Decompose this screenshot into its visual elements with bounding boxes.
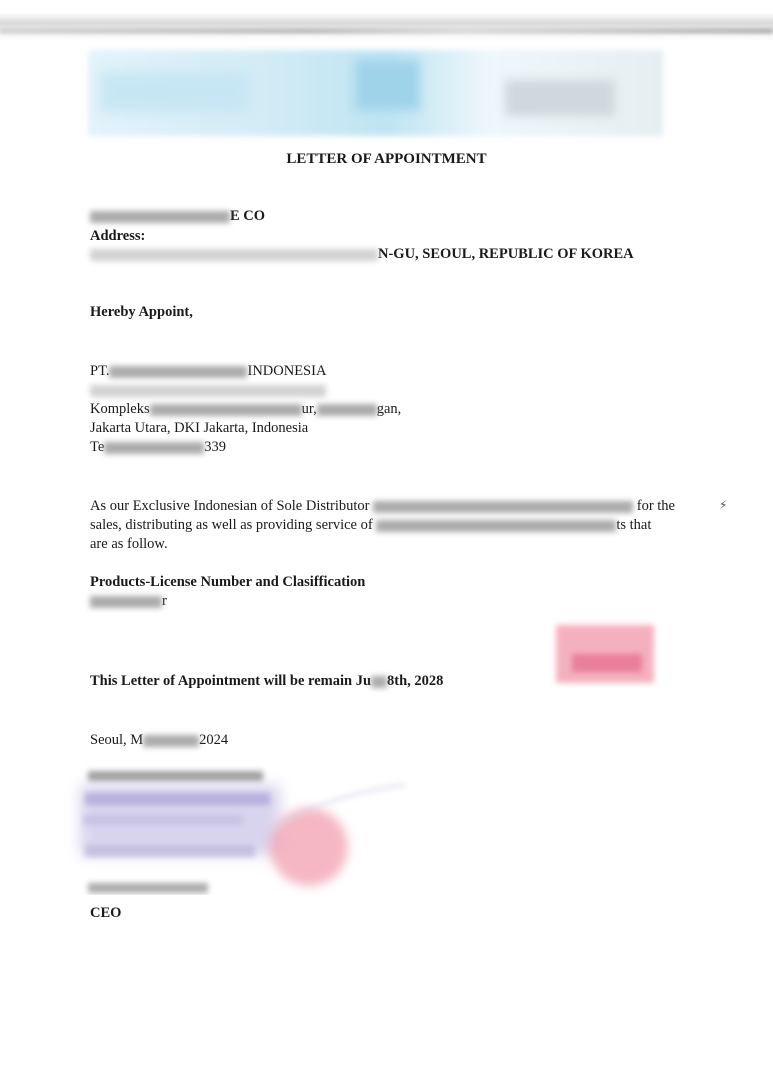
appointee-phone	[90, 438, 226, 456]
phone-prefix: Te	[90, 439, 105, 455]
company-name-tail: E CO	[230, 208, 266, 224]
margin-mark-icon: ⚡	[719, 498, 728, 512]
redacted-brand	[373, 501, 633, 513]
letterhead-emblem	[355, 60, 420, 110]
letterhead-contact	[505, 80, 615, 116]
redacted-district	[317, 404, 377, 416]
redacted-products	[376, 520, 616, 532]
signature-scribble	[80, 765, 420, 895]
address-label: Address:	[90, 228, 146, 244]
validity-date: 8th, 2028	[387, 673, 444, 689]
products-value	[90, 592, 167, 610]
signatory-title: CEO	[90, 905, 122, 921]
appointee-line3-start: Kompleks	[90, 401, 150, 417]
appointee-line-4: Jakarta Utara, DKI Jakarta, Indonesia	[90, 420, 309, 436]
address-line	[90, 245, 634, 263]
company-name	[90, 207, 265, 225]
redacted-street	[150, 404, 302, 416]
appointee-suffix: INDONESIA	[247, 363, 327, 379]
appointee-line-3	[90, 400, 401, 418]
appointee-line-2	[90, 381, 326, 399]
body-line2-end: ts that	[616, 517, 652, 533]
products-heading: Products-License Number and Clasiffication	[90, 574, 366, 590]
appointee-line3-end: gan,	[376, 401, 402, 417]
redacted-company-name	[90, 211, 230, 223]
body-line2-text: sales, distributing as well as providing service of	[90, 517, 373, 533]
place-date-year: 2024	[199, 732, 229, 748]
redacted-month	[371, 676, 387, 688]
company-logo	[100, 72, 250, 112]
phone-suffix: 339	[204, 439, 227, 455]
redacted-phone	[104, 442, 204, 454]
hereby-appoint: Hereby Appoint,	[90, 304, 193, 320]
company-stamp-text	[572, 654, 642, 672]
place-date-start: Seoul, M	[90, 732, 144, 748]
address-tail: N-GU, SEOUL, REPUBLIC OF KOREA	[378, 246, 634, 262]
product-tail: r	[162, 593, 167, 609]
redacted-appointee	[109, 366, 247, 378]
body-line1-text: As our Exclusive Indonesian of Sole Distributor	[90, 498, 370, 514]
body-line-2	[90, 516, 651, 534]
validity-text: This Letter of Appointment will be remain Ju	[90, 673, 372, 689]
scan-shadow-line	[0, 28, 773, 34]
body-line1-end: for the	[636, 498, 675, 514]
body-line-1	[90, 497, 675, 515]
appointee-name	[90, 362, 326, 380]
scan-edge	[0, 0, 773, 42]
body-line-3: are as follow.	[90, 536, 168, 552]
redacted-product	[90, 596, 162, 608]
validity-line	[90, 672, 443, 690]
redacted-appointee-line	[90, 385, 326, 397]
place-date	[90, 731, 228, 749]
redacted-date	[143, 735, 199, 747]
appointee-line3-mid: ur,	[301, 401, 317, 417]
document-title: LETTER OF APPOINTMENT	[286, 151, 487, 167]
redacted-address	[90, 249, 378, 261]
appointee-prefix: PT.	[90, 363, 110, 379]
